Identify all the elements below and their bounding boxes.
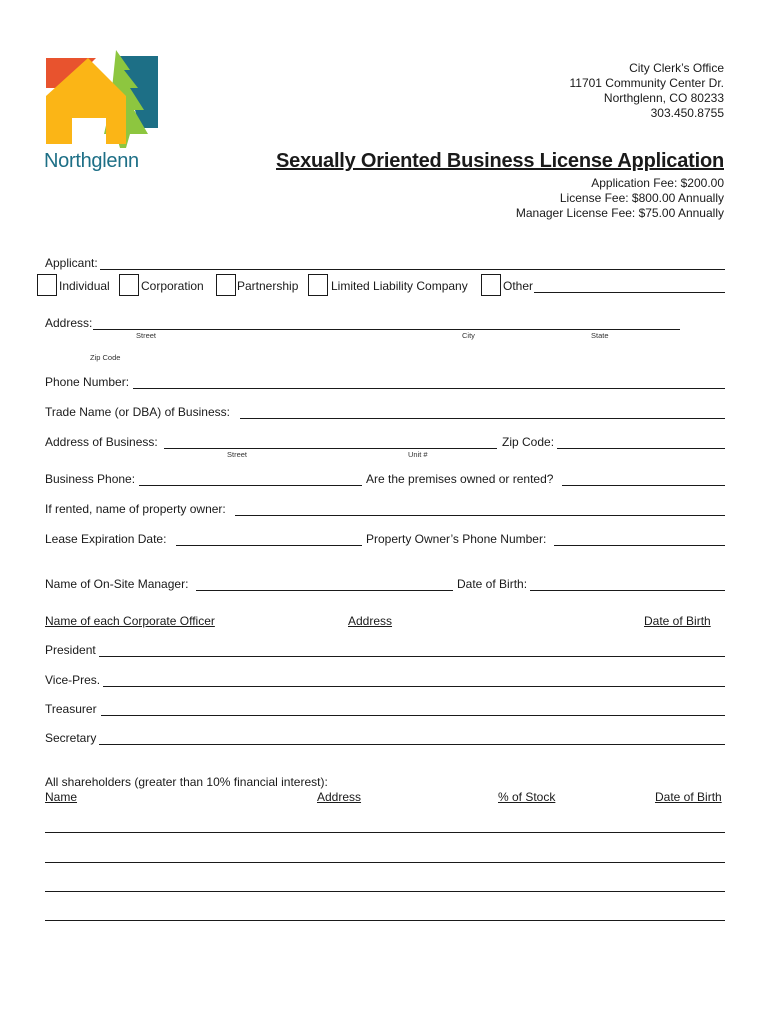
llc-checkbox[interactable] [308,274,328,296]
application-fee: Application Fee: $200.00 [591,176,724,190]
shareholder-stock-header: % of Stock [498,790,556,804]
vice-president-field[interactable] [103,686,725,687]
business-phone-field[interactable] [139,485,362,486]
shareholder-row-4[interactable] [45,920,725,921]
office-address-block [569,61,724,121]
trade-name-field[interactable] [240,418,725,419]
other-checkbox[interactable] [481,274,501,296]
business-address-label: Address of Business: [45,435,158,449]
partnership-label: Partnership [237,279,299,293]
officer-address-header: Address [348,614,393,628]
secretary-field[interactable] [99,744,725,745]
partnership-checkbox[interactable] [216,274,236,296]
president-label: President [45,643,96,657]
business-address-field[interactable] [164,448,497,449]
document-title: Sexually Oriented Business License Application [276,150,724,172]
shareholder-row-1[interactable] [45,832,725,833]
street-caption: Street [136,331,157,340]
business-zip-field[interactable] [557,448,725,449]
shareholder-dob-header: Date of Birth [655,790,722,804]
address-label: Address: [45,316,93,330]
individual-label: Individual [59,279,110,293]
lease-expiration-field[interactable] [176,545,362,546]
zip-caption: Zip Code [90,353,121,362]
corporation-label: Corporation [141,279,204,293]
manager-field[interactable] [196,590,453,591]
shareholder-row-2[interactable] [45,862,725,863]
state-caption: State [591,331,609,340]
shareholder-row-3[interactable] [45,891,725,892]
manager-label: Name of On-Site Manager: [45,577,189,591]
officer-dob-header: Date of Birth [644,614,711,628]
business-street-caption: Street [227,450,248,459]
city-caption: City [462,331,475,340]
applicant-label: Applicant: [45,256,98,270]
phone-label: Phone Number: [45,375,130,389]
llc-label: Limited Liability Company [331,279,468,293]
treasurer-label: Treasurer [45,702,97,716]
phone-field[interactable] [133,388,725,389]
property-owner-label: If rented, name of property owner: [45,502,226,516]
office-city: Northglenn, CO 80233 [603,91,724,105]
logo-wordmark: Northglenn [44,150,139,172]
shareholder-address-header: Address [317,790,362,804]
shareholder-name-header: Name [45,790,78,804]
treasurer-field[interactable] [101,715,725,716]
address-field[interactable] [93,329,680,330]
shareholders-intro: All shareholders (greater than 10% financial interest): [45,775,328,789]
manager-license-fee: Manager License Fee: $75.00 Annually [515,206,724,220]
business-phone-label: Business Phone: [45,472,136,486]
office-street: 11701 Community Center Dr. [569,76,724,90]
business-unit-caption: Unit # [408,450,428,459]
other-field[interactable] [534,292,725,293]
owned-rented-label: Are the premises owned or rented? [366,472,554,486]
manager-dob-label: Date of Birth: [457,577,528,591]
lease-expiration-label: Lease Expiration Date: [45,532,167,546]
trade-name-label: Trade Name (or DBA) of Business: [45,405,230,419]
owner-phone-field[interactable] [554,545,725,546]
other-label: Other [503,279,534,293]
owner-phone-label: Property Owner’s Phone Number: [366,532,547,546]
office-phone: 303.450.8755 [650,106,724,120]
office-name: City Clerk’s Office [629,61,724,75]
business-zip-label: Zip Code: [502,435,555,449]
manager-dob-field[interactable] [530,590,725,591]
secretary-label: Secretary [45,731,97,745]
corporation-checkbox[interactable] [119,274,139,296]
president-field[interactable] [99,656,725,657]
vice-president-label: Vice-Pres. [45,673,101,687]
owned-rented-field[interactable] [562,485,725,486]
applicant-field[interactable] [100,269,725,270]
individual-checkbox[interactable] [37,274,57,296]
fee-block [516,176,724,221]
license-fee: License Fee: $800.00 Annually [559,191,724,205]
officer-name-header: Name of each Corporate Officer [45,614,215,628]
property-owner-field[interactable] [235,515,725,516]
